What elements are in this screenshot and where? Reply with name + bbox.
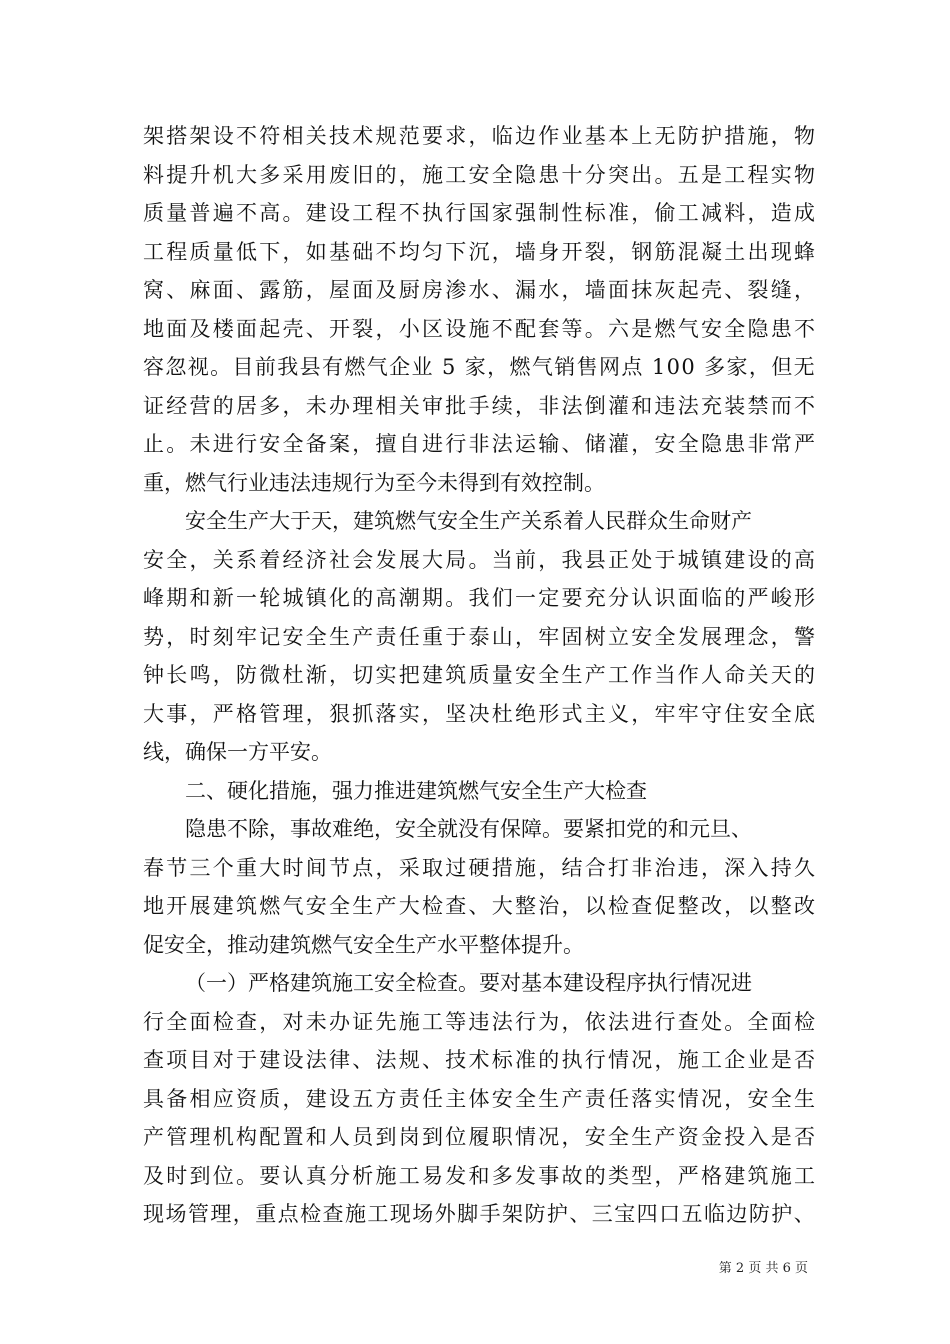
- text-line: （一）严格建筑施工安全检查。要对基本建设程序执行情况进: [185, 971, 752, 995]
- text-line: 料 提 升 机 大 多 采 用 废 旧 的 ， 施 工 安 全 隐 患 十 分 突 出 。 五 是 工 程 实 物: [143, 162, 815, 187]
- text-line: 架 搭 架 设 不 符 相 关 技 术 规 范 要 求 ， 临 边 作 业 基 本 上 无 防 护 措 施 ， 物: [143, 124, 815, 148]
- text-line: 工 程 质 量 低 下 ， 如 基 础 不 均 匀 下 沉 ， 墙 身 开 裂 ， 钢 筋 混 凝 土 出 现 蜂: [143, 239, 815, 264]
- text-line: 地 面 及 楼 面 起 壳 、 开 裂 ， 小 区 设 施 不 配 套 等 。 六 是 燃 气 安 全 隐 患 不: [143, 316, 815, 341]
- text-line: 春 节 三 个 重 大 时 间 节 点 ， 采 取 过 硬 措 施 ， 结 合 打 非 治 违 ， 深 入 持 久: [143, 855, 815, 880]
- text-line: 容 忽 视 。 目 前 我 县 有 燃 气 企 业 5 家 ， 燃 气 销 售 网 点 1 0 0 多 家 ， 但 无: [143, 355, 815, 379]
- text-line: 大 事 ， 严 格 管 理 ， 狠 抓 落 实 ， 坚 决 杜 绝 形 式 主 义 ， 牢 牢 守 住 安 全 底: [143, 701, 815, 726]
- page-number: 第 2 页 共 6 页: [718, 1261, 808, 1276]
- text-line: 安 全 ， 关 系 着 经 济 社 会 发 展 大 局 。 当 前 ， 我 县 正 处 于 城 镇 建 设 的 高: [143, 547, 815, 572]
- text-line: 钟 长 鸣 ， 防 微 杜 渐 ， 切 实 把 建 筑 质 量 安 全 生 产 工 作 当 作 人 命 关 天 的: [143, 663, 815, 687]
- section-heading: 二、硬化措施，强力推进建筑燃气安全生产大检查: [185, 778, 647, 803]
- text-line: 势 ， 时 刻 牢 记 安 全 生 产 责 任 重 于 泰 山 ， 牢 固 树 立 安 全 发 展 理 念 ， 警: [143, 624, 815, 649]
- text-line: 窝 、 麻 面 、 露 筋 ， 屋 面 及 厨 房 渗 水 、 漏 水 ， 墙 面 抹 灰 起 壳 、 裂 缝 ，: [143, 278, 815, 302]
- text-line: 促安全，推动建筑燃气安全生产水平整体提升。: [143, 932, 584, 957]
- text-line: 及 时 到 位 。 要 认 真 分 析 施 工 易 发 和 多 发 事 故 的 类 型 ， 严 格 建 筑 施 工: [143, 1163, 815, 1188]
- text-line: 证 经 营 的 居 多 ， 未 办 理 相 关 审 批 手 续 ， 非 法 倒 灌 和 违 法 充 装 禁 而 不: [143, 393, 815, 418]
- text-line: 安全生产大于天，建筑燃气安全生产关系着人民群众生命财产: [185, 509, 752, 533]
- text-line: 隐患不除，事故难绝，安全就没有保障。要紧扣党的和元旦、: [185, 817, 752, 841]
- text-line: 产 管 理 机 构 配 置 和 人 员 到 岗 到 位 履 职 情 况 ， 安 全 生 产 资 金 投 入 是 否: [143, 1125, 815, 1149]
- text-line: 线，确保一方平安。: [143, 740, 332, 764]
- text-line: 质 量 普 遍 不 高 。 建 设 工 程 不 执 行 国 家 强 制 性 标 准 ， 偷 工 减 料 ， 造 成: [143, 201, 815, 225]
- text-line: 重，燃气行业违法违规行为至今未得到有效控制。: [143, 470, 605, 495]
- text-line: 查 项 目 对 于 建 设 法 律 、 法 规 、 技 术 标 准 的 执 行 情 况 ， 施 工 企 业 是 否: [143, 1048, 815, 1072]
- text-line: 具 备 相 应 资 质 ， 建 设 五 方 责 任 主 体 安 全 生 产 责 任 落 实 情 况 ， 安 全 生: [143, 1086, 815, 1111]
- text-line: 现 场 管 理 ， 重 点 检 查 施 工 现 场 外 脚 手 架 防 护 、 三 宝 四 口 五 临 边 防 护 、: [143, 1202, 815, 1226]
- text-line: 止 。 未 进 行 安 全 备 案 ， 擅 自 进 行 非 法 运 输 、 储 灌 ， 安 全 隐 患 非 常 严: [143, 432, 815, 456]
- text-line: 峰 期 和 新 一 轮 城 镇 化 的 高 潮 期 。 我 们 一 定 要 充 分 认 识 面 临 的 严 峻 形: [143, 586, 815, 610]
- text-line: 行 全 面 检 查 ， 对 未 办 证 先 施 工 等 违 法 行 为 ， 依 法 进 行 查 处 。 全 面 检: [143, 1009, 815, 1034]
- text-line: 地 开 展 建 筑 燃 气 安 全 生 产 大 检 查 、 大 整 治 ， 以 检 查 促 整 改 ， 以 整 改: [143, 894, 815, 918]
- document-body: [143, 117, 815, 1234]
